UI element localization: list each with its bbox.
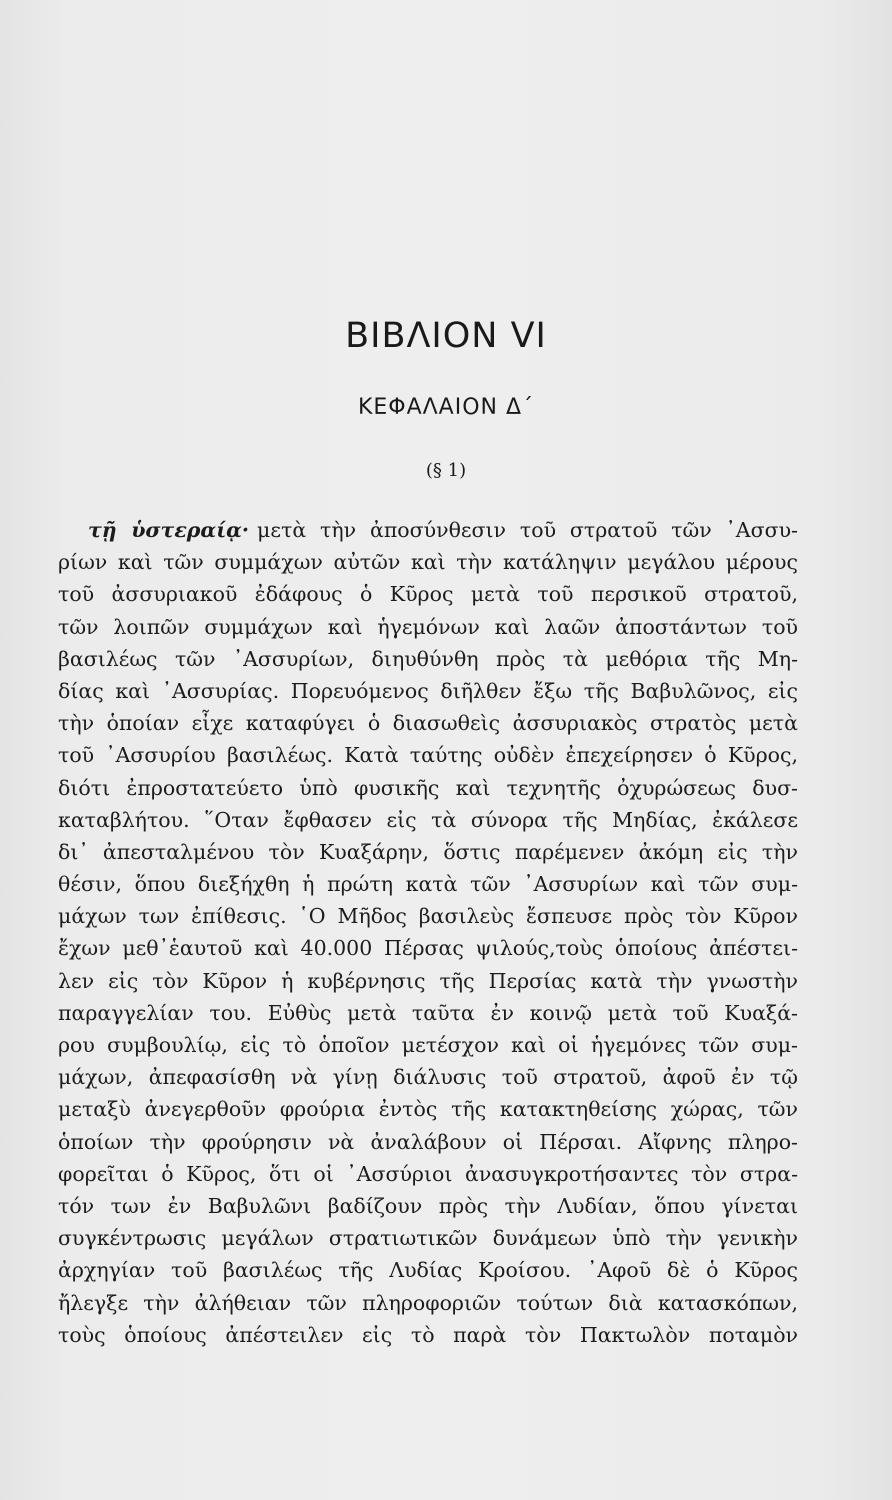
text-line: δίας καὶ ᾿Ασσυρίας. Πορευόμενος διῆλθεν ἔξω τῆς Βαβυλῶνος, εἰς	[58, 678, 798, 703]
text-line: ἔχων μεθ᾿ἑαυτοῦ καὶ 40.000 Πέρσας ψιλούς,τοὺς ὁποίους ἀπέστει-	[58, 936, 798, 961]
text-line: διότι ἐπροστατεύετο ὑπὸ φυσικῆς καὶ τεχνητῆς ὀχυρώσεως δυσ-	[58, 775, 798, 800]
text-line: θέσιν, ὅπου διεξήχθη ἡ πρώτη κατὰ τῶν ᾿Ασσυρίων καὶ τῶν συμ-	[58, 872, 798, 897]
book-title: ΒΙΒΛΙΟΝ VI	[345, 316, 547, 356]
text-line: τὴν ὁποίαν εἶχε καταφύγει ὁ διασωθεὶς ἀσσυριακὸς στρατὸς μετὰ	[58, 711, 798, 736]
text-line: βασιλέως τῶν ᾿Ασσυρίων, διηυθύνθη πρὸς τὰ μεθόρια τῆς Μη-	[58, 646, 798, 671]
text-line: ἀρχηγίαν τοῦ βασιλέως τῆς Λυδίας Κροίσου. ᾿Αφοῦ δὲ ὁ Κῦρος	[58, 1258, 798, 1283]
text-line: καταβλήτου. ῞Οταν ἔφθασεν εἰς τὰ σύνορα τῆς Μηδίας, ἐκάλεσε	[58, 807, 798, 832]
text-line: ὁποίων τὴν φρούρησιν νὰ ἀναλάβουν οἱ Πέρσαι. Αἴφνης πληρο-	[58, 1129, 798, 1154]
text-line: συγκέντρωσις μεγάλων στρατιωτικῶν δυνάμεων ὑπὸ τὴν γενικὴν	[58, 1226, 798, 1251]
text-line: λεν εἰς τὸν Κῦρον ἡ κυβέρνησις τῆς Περσίας κατὰ τὴν γνωστὴν	[58, 968, 798, 993]
text-line: τῶν λοιπῶν συμμάχων καὶ ἡγεμόνων καὶ λαῶν ἀποστάντων τοῦ	[58, 614, 798, 639]
section-label: (§ 1)	[425, 460, 467, 481]
text-line	[58, 514, 798, 546]
text-line: ρου συμβουλίῳ, εἰς τὸ ὁποῖον μετέσχον καὶ οἱ ἡγεμόνες τῶν συμ-	[58, 1033, 798, 1057]
text-line: φορεῖται ὁ Κῦρος, ὅτι οἱ ᾿Ασσύριοι ἀνασυγκροτήσαντες τὸν στρα-	[58, 1161, 798, 1186]
text-line: τοῦ ᾿Ασσυρίου βασιλέως. Κατὰ ταύτης οὐδὲν ἐπεχείρησεν ὁ Κῦρος,	[58, 743, 798, 768]
text-line: παραγγελίαν του. Εὐθὺς μετὰ ταῦτα ἐν κοινῷ μετὰ τοῦ Κυαξά-	[58, 1000, 798, 1025]
chapter-title: ΚΕΦΑΛΑΙΟΝ Δ΄	[357, 395, 535, 420]
text-line: μάχων των ἐπίθεσις. ῾Ο Μῆδος βασιλεὺς ἔσπευσε πρὸς τὸν Κῦρον	[58, 904, 798, 929]
text-line: τοῦ ἀσσυριακοῦ ἐδάφους ὁ Κῦρος μετὰ τοῦ περσικοῦ στρατοῦ,	[58, 582, 798, 607]
text-line: τόν των ἐν Βαβυλῶνι βαδίζουν πρὸς τὴν Λυδίαν, ὅπου γίνεται	[58, 1193, 798, 1218]
text-line: μάχων, ἀπεφασίσθη νὰ γίνῃ διάλυσις τοῦ στρατοῦ, ἀφοῦ ἐν τῷ	[58, 1065, 798, 1090]
text-line: μεταξὺ ἀνεγερθοῦν φρούρια ἐντὸς τῆς κατακτηθείσης χώρας, τῶν	[58, 1097, 798, 1122]
text-line: ρίων καὶ τῶν συμμάχων αὐτῶν καὶ τὴν κατάληψιν μεγάλου μέρους	[58, 550, 798, 575]
text-line: τοὺς ὁποίους ἀπέστειλεν εἰς τὸ παρὰ τὸν Πακτωλὸν ποταμὸν	[58, 1322, 798, 1347]
lead-words: τῇ ὑστεραίᾳ·	[88, 518, 250, 542]
text-line-content: μετὰ τὴν ἀποσύνθεσιν τοῦ στρατοῦ τῶν ᾿Ασσυ-	[257, 518, 798, 542]
text-line: δι᾿ ἀπεσταλμένου τὸν Κυαξάρην, ὅστις παρέμενεν ἀκόμη εἰς τὴν	[58, 839, 798, 864]
text-line: ἤλεγξε τὴν ἀλήθειαν τῶν πληροφοριῶν τούτων διὰ κατασκόπων,	[58, 1290, 798, 1315]
body-paragraph	[58, 514, 798, 1351]
